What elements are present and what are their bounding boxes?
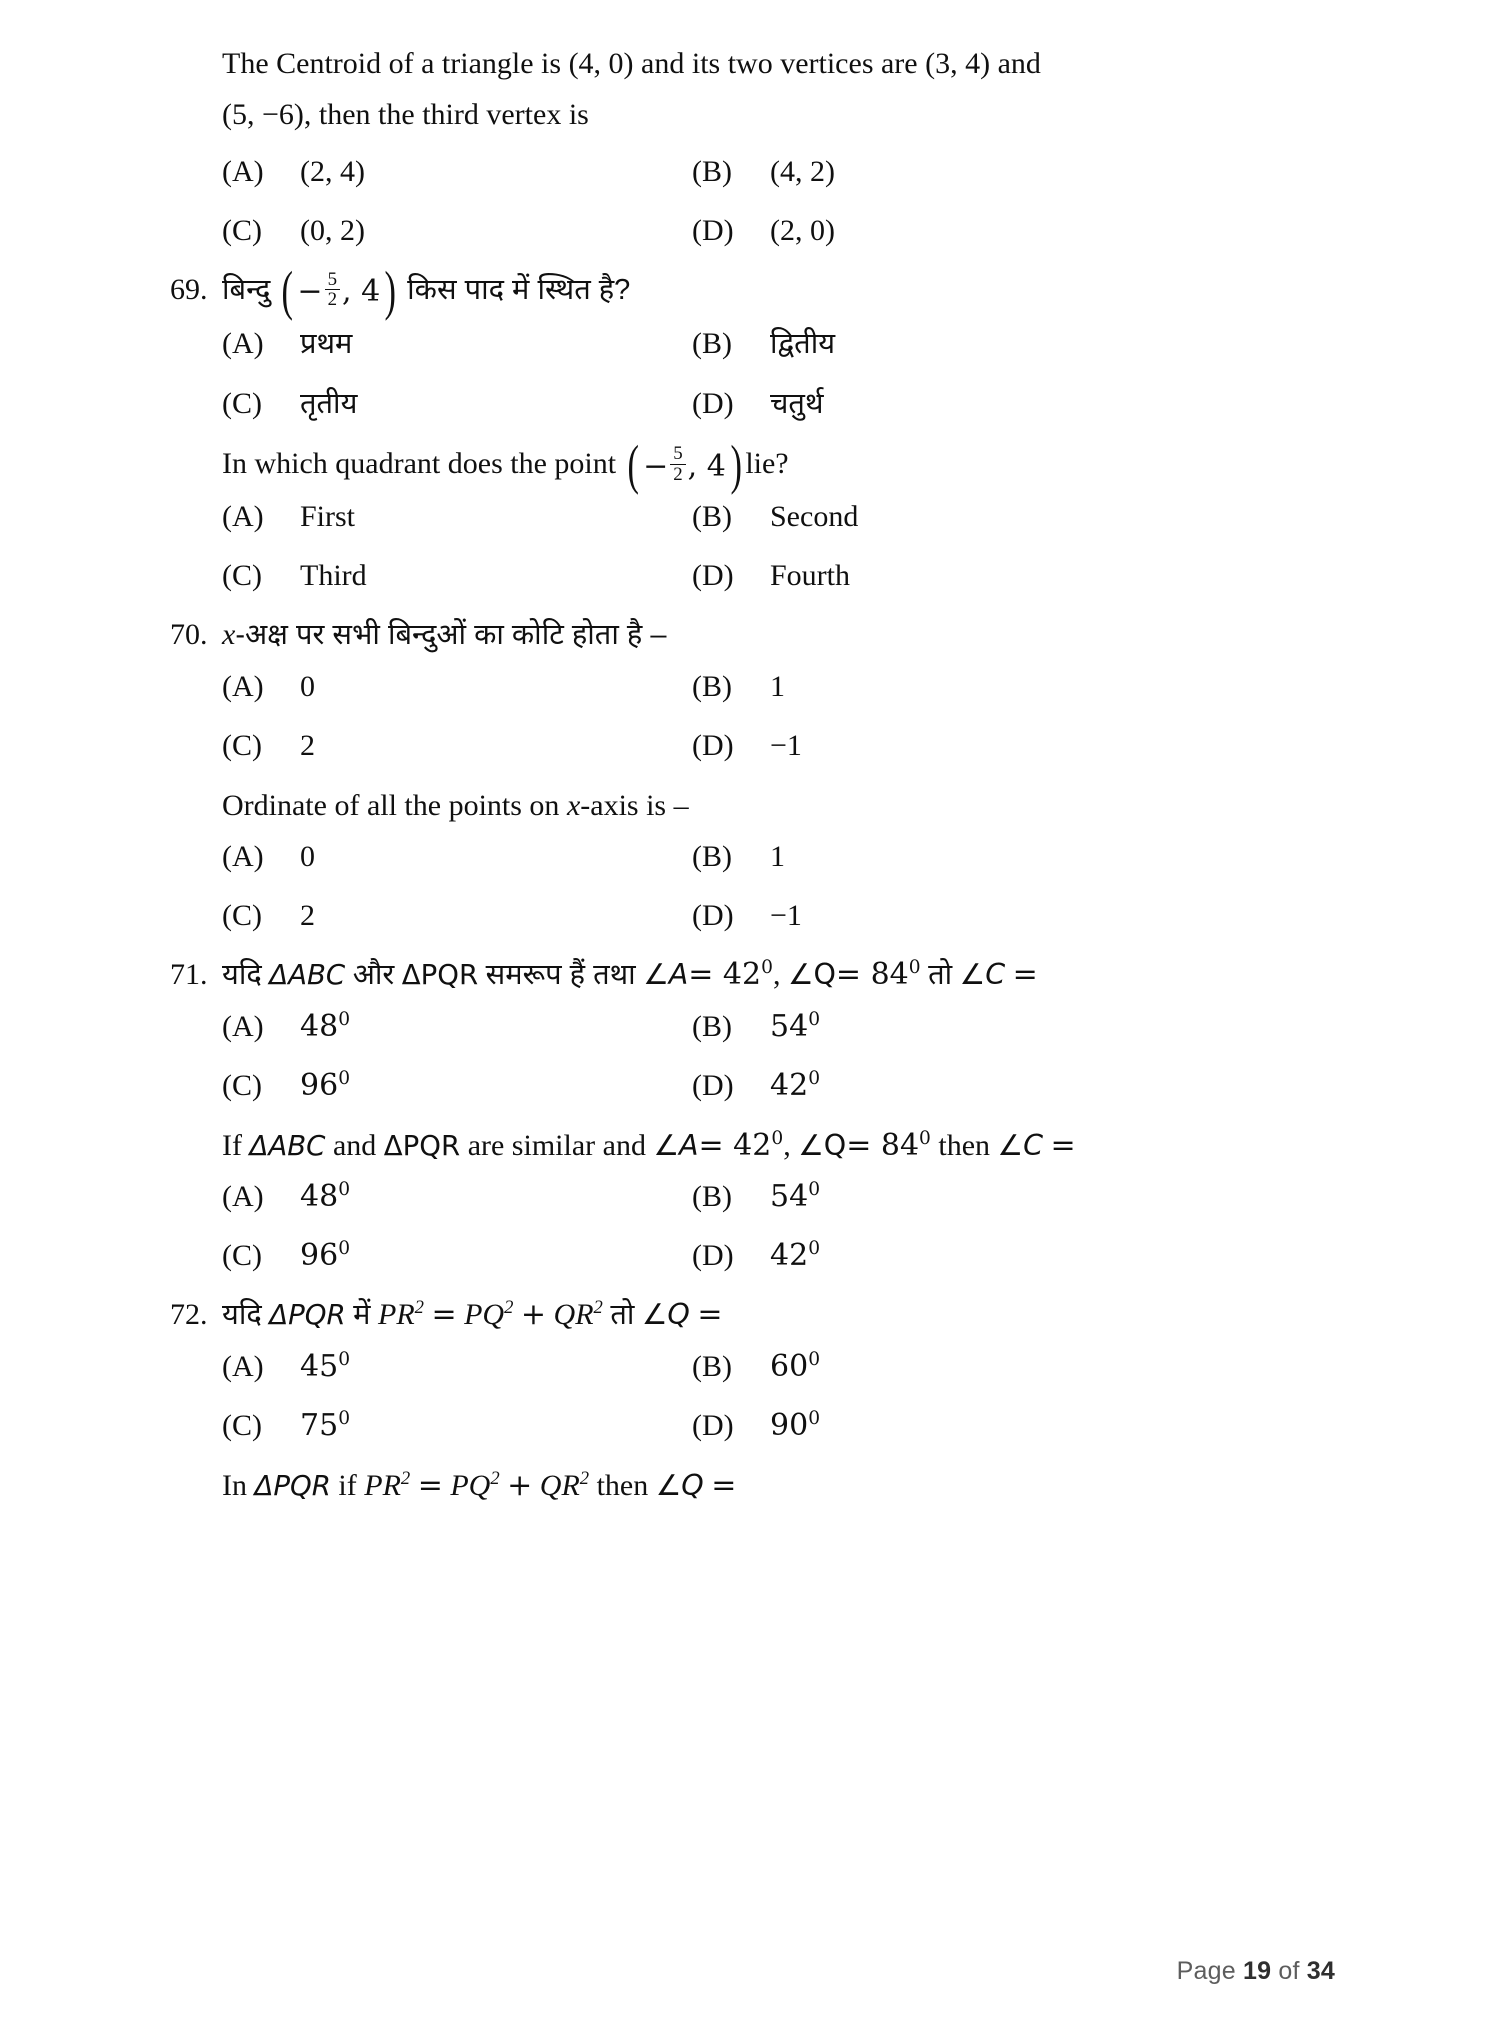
- stem-en-prefix: Ordinate of all the points on: [222, 789, 560, 823]
- coord-comma: ,: [342, 273, 362, 309]
- equals-sign: =: [431, 1296, 457, 1332]
- option-label-d: (D): [692, 213, 734, 247]
- option-a[interactable]: [222, 494, 692, 539]
- option-value-b: (4, 2): [770, 154, 835, 188]
- question-70-stem-en: [222, 782, 1300, 829]
- option-value-c: 96: [300, 1068, 339, 1104]
- page-footer: [1177, 1957, 1335, 1986]
- option-b[interactable]: [692, 1174, 1300, 1219]
- option-label-b: (B): [692, 839, 732, 873]
- question-list: [170, 40, 1300, 1514]
- coordinate-pair-hi: [278, 260, 400, 322]
- segment-pr: PR: [364, 1469, 401, 1503]
- option-label-c: (C): [222, 729, 262, 763]
- option-d[interactable]: [692, 1063, 1300, 1108]
- degree-symbol: 0: [808, 1408, 821, 1430]
- question-block-centroid: [170, 40, 1300, 253]
- fraction-numerator: 5: [325, 270, 340, 290]
- degree-symbol: 0: [808, 1349, 821, 1371]
- degree-symbol: 0: [808, 1178, 821, 1200]
- stem-en-prefix: In which quadrant does the point: [222, 447, 617, 481]
- stem-hi-word-similar: समरूप हैं तथा: [485, 958, 636, 991]
- question-block-71: [170, 952, 1300, 1278]
- option-value-c: 75: [300, 1408, 339, 1444]
- option-c[interactable]: [222, 1233, 692, 1278]
- option-b[interactable]: [692, 321, 1300, 367]
- stem-en-suffix: -axis is –: [580, 789, 689, 823]
- question-69-stem-hi: [170, 260, 1300, 322]
- degree-symbol: 0: [761, 956, 773, 978]
- option-value-c: 96: [300, 1237, 339, 1273]
- option-row: [222, 1004, 1300, 1049]
- option-label-c: (C): [222, 1409, 262, 1443]
- stem-hi-word-then: तो: [928, 958, 953, 991]
- equals-sign: =: [697, 1296, 723, 1332]
- left-paren-glyph: (: [281, 260, 293, 322]
- degree-symbol: 0: [808, 1237, 821, 1259]
- stem-en-word-and: and: [332, 1129, 377, 1163]
- option-c[interactable]: [222, 1403, 692, 1448]
- option-value-d: चतुर्थ: [770, 387, 824, 420]
- stem-en-word-if: if: [338, 1469, 357, 1503]
- separator-comma: ,: [772, 957, 781, 991]
- exponent-two: 2: [414, 1296, 424, 1318]
- degree-symbol: 0: [338, 1178, 351, 1200]
- exponent-two: 2: [593, 1296, 603, 1318]
- question-72-number: 72.: [170, 1297, 208, 1331]
- option-label-b: (B): [692, 1350, 732, 1384]
- option-d[interactable]: [692, 553, 1300, 598]
- option-value-b: 60: [770, 1349, 809, 1385]
- option-value-c: 2: [300, 898, 315, 932]
- option-value-c: 2: [300, 729, 315, 763]
- segment-pq: PQ: [464, 1297, 505, 1331]
- option-b[interactable]: [692, 494, 1300, 539]
- option-value-c: तृतीय: [300, 387, 358, 420]
- option-c[interactable]: [222, 381, 692, 427]
- degree-symbol: 0: [338, 1408, 351, 1430]
- fraction-five-halves: [670, 444, 685, 484]
- options-hi-71: [222, 1004, 1300, 1108]
- option-label-a: (A): [222, 1179, 264, 1213]
- option-row: [222, 208, 1300, 253]
- option-value-d: 42: [770, 1068, 809, 1104]
- option-row: [222, 494, 1300, 539]
- option-row: [222, 1344, 1300, 1389]
- stem-hi-word-in: में: [353, 1298, 371, 1331]
- stem-en-word-in: In: [222, 1469, 247, 1503]
- angle-a: ∠A: [643, 957, 689, 991]
- angle-a-value: = 42: [688, 956, 762, 992]
- option-value-c: Third: [300, 558, 367, 592]
- stem-hi-word-then: तो: [610, 1298, 635, 1331]
- option-c[interactable]: [222, 208, 692, 253]
- option-row: [222, 1174, 1300, 1219]
- question-stem-en-line2: (5, −6), then the third vertex is: [222, 98, 589, 132]
- segment-pq: PQ: [450, 1469, 491, 1503]
- plus-sign: +: [507, 1468, 533, 1504]
- plus-sign: +: [520, 1296, 547, 1332]
- option-value-a: First: [300, 499, 356, 533]
- equals-sign: =: [711, 1468, 737, 1504]
- option-label-c: (C): [222, 1238, 262, 1272]
- fraction-denominator: 2: [673, 463, 683, 485]
- footer-page-of: of: [1278, 1957, 1300, 1985]
- equals-sign: =: [1050, 1128, 1076, 1164]
- option-row: [222, 553, 1300, 598]
- question-71-stem-en: [222, 1122, 1300, 1169]
- stem-hi-word-if: यदि: [222, 1298, 262, 1331]
- option-d[interactable]: [692, 1233, 1300, 1278]
- degree-symbol: 0: [338, 1237, 351, 1259]
- angle-a: ∠A: [653, 1129, 699, 1163]
- separator-comma: ,: [783, 1129, 791, 1163]
- triangle-abc: ΔABC: [269, 957, 346, 991]
- angle-c: ∠C: [959, 957, 1006, 991]
- option-d[interactable]: [692, 381, 1300, 427]
- angle-a-value: = 42: [698, 1128, 772, 1164]
- option-b[interactable]: [692, 1004, 1300, 1049]
- option-label-b: (B): [692, 327, 732, 361]
- option-row: [222, 664, 1300, 709]
- option-d[interactable]: [692, 1403, 1300, 1448]
- stem-en-word-then: then: [596, 1469, 649, 1503]
- option-b[interactable]: [692, 149, 1300, 194]
- option-row: [222, 321, 1300, 367]
- footer-page-number: 19: [1243, 1957, 1272, 1985]
- equals-sign: =: [417, 1468, 443, 1504]
- option-value-b: 1: [770, 670, 785, 704]
- coord-y-value: 4: [706, 448, 726, 484]
- minus-sign: −: [297, 273, 323, 309]
- option-a[interactable]: [222, 149, 692, 194]
- option-value-a: 0: [300, 839, 315, 873]
- options-en-70: [222, 834, 1300, 938]
- option-value-a: प्रथम: [300, 328, 353, 361]
- question-71-stem-hi: [170, 952, 1300, 999]
- stem-hi-word-if: यदि: [222, 958, 262, 991]
- option-label-c: (C): [222, 898, 262, 932]
- option-value-d: 90: [770, 1408, 809, 1444]
- angle-q-value: = 84: [835, 956, 909, 992]
- option-d[interactable]: [692, 208, 1300, 253]
- segment-qr: QR: [553, 1297, 594, 1331]
- options-hi-70: [222, 664, 1300, 768]
- options-en-69: [222, 494, 1300, 598]
- option-value-b: द्वितीय: [770, 328, 836, 361]
- stem-en-word-if: If: [222, 1129, 242, 1163]
- angle-q-value: = 84: [846, 1128, 920, 1164]
- question-stem-en-line1: The Centroid of a triangle is (4, 0) and its two vertices are (3, 4) and: [222, 47, 1041, 80]
- option-label-a: (A): [222, 839, 264, 873]
- question-69-stem-en: [222, 435, 1300, 497]
- option-a[interactable]: [222, 321, 692, 367]
- triangle-abc: ΔABC: [249, 1129, 326, 1163]
- footer-page-total: 34: [1306, 1957, 1335, 1985]
- question-70-stem-hi: [170, 612, 1300, 659]
- question-72-stem-hi: [170, 1292, 1300, 1339]
- stem-hi-word-and: और: [352, 958, 395, 991]
- option-label-b: (B): [692, 499, 732, 533]
- right-paren-glyph: ): [384, 260, 397, 322]
- angle-c: ∠C: [997, 1129, 1043, 1163]
- option-a[interactable]: [222, 834, 692, 879]
- option-label-c: (C): [222, 213, 262, 247]
- degree-symbol: 0: [908, 956, 921, 978]
- stem-en-word-similar: are similar and: [467, 1129, 646, 1163]
- option-row: [222, 1403, 1300, 1448]
- exponent-two: 2: [579, 1468, 590, 1490]
- option-label-a: (A): [222, 327, 264, 361]
- option-label-d: (D): [692, 1069, 734, 1103]
- option-value-d: −1: [770, 729, 802, 763]
- option-label-a: (A): [222, 154, 264, 188]
- angle-q: ∠Q: [798, 1129, 847, 1163]
- degree-symbol: 0: [808, 1068, 821, 1090]
- minus-sign: −: [643, 448, 669, 484]
- options-en-71: [222, 1174, 1300, 1278]
- equals-sign: =: [1012, 956, 1038, 992]
- question-69-number: 69.: [170, 272, 208, 306]
- option-label-a: (A): [222, 1350, 264, 1384]
- option-b[interactable]: [692, 834, 1300, 879]
- option-value-a: 0: [300, 670, 315, 704]
- exponent-two: 2: [400, 1468, 411, 1490]
- options-hi-72: [222, 1344, 1300, 1448]
- variable-x: x: [222, 617, 236, 651]
- angle-q: ∠Q: [787, 957, 836, 991]
- option-label-b: (B): [692, 1010, 732, 1044]
- degree-symbol: 0: [919, 1128, 931, 1150]
- option-label-d: (D): [692, 386, 734, 420]
- option-value-d: (2, 0): [770, 213, 835, 247]
- coord-comma: ,: [687, 448, 707, 484]
- option-label-b: (B): [692, 670, 732, 704]
- option-row: [222, 381, 1300, 427]
- option-row: [222, 1233, 1300, 1278]
- option-label-d: (D): [692, 729, 734, 763]
- stem-en-word-then: then: [938, 1129, 991, 1163]
- option-b[interactable]: [692, 1344, 1300, 1389]
- option-value-c: (0, 2): [300, 213, 365, 247]
- option-label-b: (B): [692, 154, 732, 188]
- option-label-d: (D): [692, 558, 734, 592]
- stem-hi-text: -अक्ष पर सभी बिन्दुओं का कोटि होता है –: [235, 618, 667, 651]
- variable-x: x: [566, 789, 581, 823]
- option-value-b: Second: [770, 499, 859, 533]
- option-label-d: (D): [692, 1238, 734, 1272]
- option-row: [222, 834, 1300, 879]
- option-label-b: (B): [692, 1179, 732, 1213]
- exponent-two: 2: [490, 1468, 500, 1490]
- option-row: [222, 893, 1300, 938]
- option-label-d: (D): [692, 1409, 734, 1443]
- stem-hi-prefix: बिन्दु: [222, 273, 271, 306]
- question-72-stem-en: [222, 1462, 1300, 1509]
- stem-hi-suffix: किस पाद में स्थित है?: [407, 273, 631, 306]
- option-value-a: (2, 4): [300, 154, 365, 188]
- triangle-pqr: ΔPQR: [383, 1129, 461, 1163]
- segment-qr: QR: [539, 1469, 580, 1503]
- option-label-c: (C): [222, 558, 262, 592]
- option-value-d: −1: [770, 898, 802, 932]
- degree-symbol: 0: [808, 1009, 821, 1031]
- footer-page-prefix: Page: [1176, 1957, 1236, 1985]
- option-c[interactable]: [222, 723, 692, 768]
- option-c[interactable]: [222, 1063, 692, 1108]
- exponent-two: 2: [504, 1296, 514, 1318]
- option-b[interactable]: [692, 664, 1300, 709]
- option-a[interactable]: [222, 664, 692, 709]
- options-en-centroid: [222, 149, 1300, 253]
- triangle-pqr: ΔPQR: [401, 957, 479, 991]
- question-70-number: 70.: [170, 617, 208, 651]
- option-a[interactable]: [222, 1174, 692, 1219]
- option-value-d: 42: [770, 1237, 809, 1273]
- option-label-a: (A): [222, 499, 264, 533]
- option-value-d: Fourth: [770, 558, 851, 592]
- angle-q: ∠Q: [655, 1469, 704, 1503]
- option-label-a: (A): [222, 1010, 264, 1044]
- option-c[interactable]: [222, 553, 692, 598]
- angle-q: ∠Q: [641, 1297, 690, 1331]
- option-value-b: 54: [770, 1009, 809, 1045]
- option-value-a: 45: [300, 1349, 339, 1385]
- degree-symbol: 0: [338, 1068, 351, 1090]
- fraction-numerator: 5: [670, 444, 685, 464]
- fraction-five-halves: [325, 270, 340, 310]
- option-c[interactable]: [222, 893, 692, 938]
- right-paren-glyph: ): [730, 435, 742, 497]
- option-row: [222, 723, 1300, 768]
- triangle-pqr: ΔPQR: [269, 1297, 346, 1331]
- question-block-69: [170, 260, 1300, 598]
- option-label-a: (A): [222, 670, 264, 704]
- option-value-a: 48: [300, 1009, 339, 1045]
- fraction-denominator: 2: [327, 289, 338, 311]
- option-a[interactable]: [222, 1344, 692, 1389]
- degree-symbol: 0: [771, 1128, 784, 1150]
- option-label-c: (C): [222, 1069, 262, 1103]
- option-d[interactable]: [692, 893, 1300, 938]
- option-value-b: 54: [770, 1178, 809, 1214]
- options-hi-69: [222, 321, 1300, 426]
- stem-en-suffix: lie?: [745, 447, 789, 481]
- question-block-70: [170, 612, 1300, 938]
- option-a[interactable]: [222, 1004, 692, 1049]
- option-value-b: 1: [770, 839, 785, 873]
- option-d[interactable]: [692, 723, 1300, 768]
- option-row: [222, 149, 1300, 194]
- option-label-d: (D): [692, 898, 734, 932]
- degree-symbol: 0: [338, 1009, 351, 1031]
- degree-symbol: 0: [338, 1349, 351, 1371]
- option-row: [222, 1063, 1300, 1108]
- coord-y-value: 4: [361, 273, 381, 309]
- question-block-72: [170, 1292, 1300, 1510]
- coordinate-pair-en: [624, 435, 746, 497]
- triangle-pqr: ΔPQR: [254, 1469, 331, 1503]
- left-paren-glyph: (: [627, 435, 639, 497]
- option-label-c: (C): [222, 386, 262, 420]
- option-value-a: 48: [300, 1178, 339, 1214]
- question-71-number: 71.: [170, 957, 208, 991]
- segment-pr: PR: [378, 1297, 415, 1331]
